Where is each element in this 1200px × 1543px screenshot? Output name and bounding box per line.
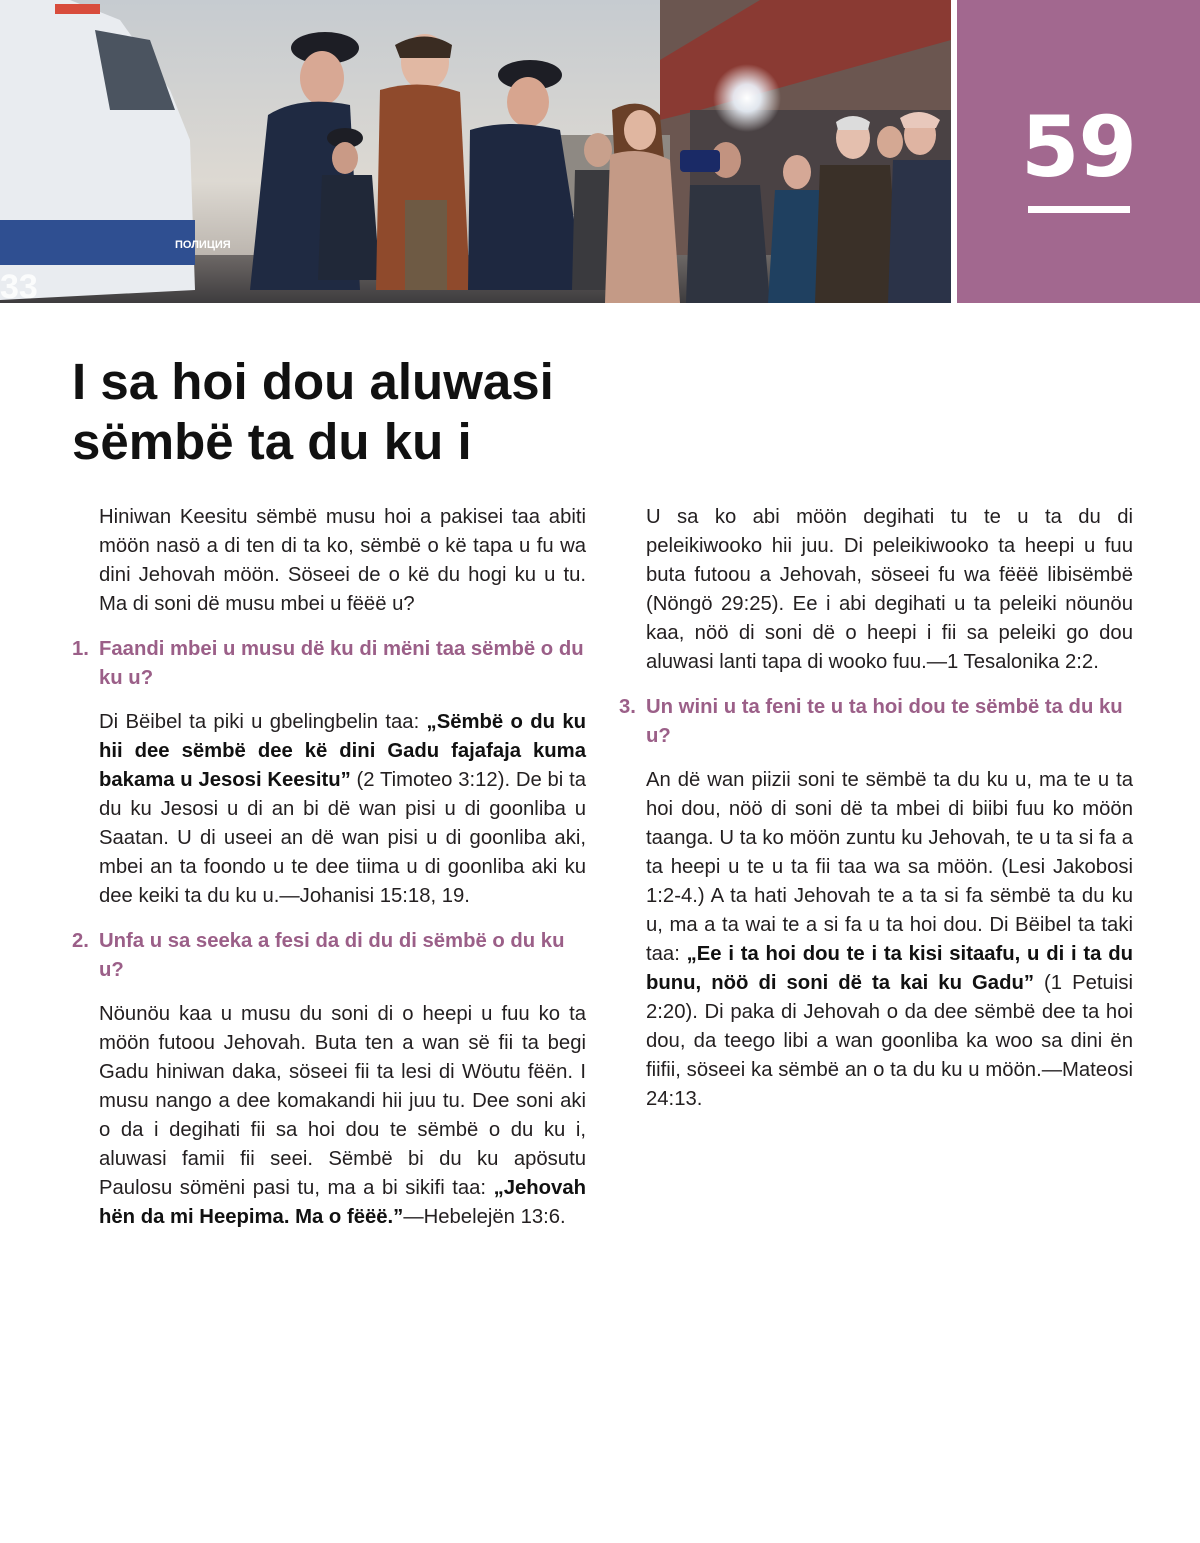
right-column [619, 503, 1133, 1114]
photo-illustration [0, 0, 951, 303]
question-2-number: 2. [72, 930, 89, 952]
question-1-number: 1. [72, 638, 89, 660]
answer-3-quote: „Ee i ta hoi dou te i ta kisi sitaafu, u di i ta du bunu, nöö di soni dë ta kai ku Gadu” [646, 943, 1133, 994]
intro-paragraph: Hiniwan Keesitu sëmbë musu hoi a pakisei taa abiti möön nasö a di ten di ta ko, sëmbë o kë tapa u fu wa dini Jehovah möön. Söseei de o kë du hogi ku u tu. Ma di soni dë musu mbei u fëëë u? [99, 506, 586, 615]
question-1 [72, 635, 586, 693]
page-title [72, 352, 772, 472]
question-3-text: Un wini u ta feni te u ta hoi dou te sëmbë ta du ku u? [646, 696, 1123, 747]
header-photo [0, 0, 951, 303]
answer-1-quote: „Sëmbë o du ku hii dee sëmbë dee kë dini Gadu fajafaja kuma bakama u Jesosi Keesitu” [99, 711, 587, 791]
page-title-line2: sëmbë ta du ku i [72, 413, 472, 470]
answer-2-quote: „Jehovah hën da mi Heepima. Ma o fëëë.” [99, 1177, 586, 1228]
question-2 [72, 927, 586, 985]
answer-2-text-a: Nöunöu kaa u musu du soni di o heepi u fuu ko ta möön futoou Jehovah. Buta ten a wan së fii ta begi Gadu hiniwan daka, söseei fii ta lesi di Wöutu fëën. I musu nango a dee komakandi hii juu tu. Dee soni aki o da i degihati fii sa hoi dou te sëmbë o du ku i, aluwasi famii fii seei. Sëmbë bi du ku apösutu Paulosu sömëni pasi tu, ma a bi sikifi taa: [99, 1003, 586, 1199]
lesson-number-rule [1028, 206, 1130, 213]
answer-2-text-b: —Hebelejën 13:6. [403, 1206, 566, 1228]
question-3-number: 3. [619, 696, 636, 718]
answer-1-paragraph [99, 708, 586, 911]
van-text: ПОЛИЦИЯ [175, 239, 231, 251]
answer-2-paragraph-1 [99, 1000, 586, 1232]
left-column [72, 503, 587, 1232]
camera-flash [713, 64, 781, 132]
page-title-line1: I sa hoi dou aluwasi [72, 353, 554, 410]
van-number: 33 [0, 268, 38, 303]
question-1-text: Faandi mbei u musu dë ku di mëni taa sëmbë o du ku u? [99, 638, 584, 689]
answer-3-text-a: An dë wan piizii soni te sëmbë ta du ku u, ma te u ta hoi dou, nöö di soni dë ta mbei di biibi fuu ko möön taanga. U ta ko möön zuntu ku Jehovah, te u ta si fa a ta heepi u te u ta fii taa wa sa möön. (Lesi Jakobosi 1:2-4.) A ta hati Jehovah te a ta si fa sëmbë ta du ku u, ma a ta wai te a si fa u ta hoi dou. Di Bëibel ta taki taa: [646, 769, 1133, 965]
answer-1-text-a: Di Bëibel ta piki u gbelingbelin taa: [99, 711, 427, 733]
answer-3-paragraph [646, 766, 1133, 1114]
question-3 [619, 693, 1133, 751]
answer-1-text-b: (2 Timoteo 3:12). De bi ta du ku Jesosi u di an bi dë wan pisi u di goonliba u Saatan. U di useei an dë wan pisi u di goonliba aki, mbei an ta foondo u te dee tiima u di goonliba aki ku dee keiki ta du ku u.—Johanisi 15:18, 19. [99, 769, 586, 907]
answer-2-paragraph-2: U sa ko abi möön degihati tu te u ta du di peleikiwooko hii juu. Di peleikiwooko ta heepi u fuu buta futoou a Jehovah, söseei fu wa fëëë libisëmbë (Nöngö 29:25). Ee i abi degihati u ta peleiki nöunöu kaa, nöö di soni dë o heepi i fii sa peleiki go dou aluwasi lanti tapa di wooko fuu.—1 Tesalonika 2:2. [646, 506, 1133, 673]
question-2-text: Unfa u sa seeka a fesi da di du di sëmbë o du ku u? [99, 930, 565, 981]
lesson-number: 59 [1021, 98, 1136, 196]
answer-3-text-b: (1 Petuisi 2:20). Di paka di Jehovah o da dee sëmbë dee ta hoi dou, da teego libi a wan goonliba ka woo sa dini ën fiifii, söseei ka sëmbë an o ta du ku u möön.—Mateosi 24:13. [646, 972, 1133, 1110]
lesson-number-box [957, 0, 1200, 303]
